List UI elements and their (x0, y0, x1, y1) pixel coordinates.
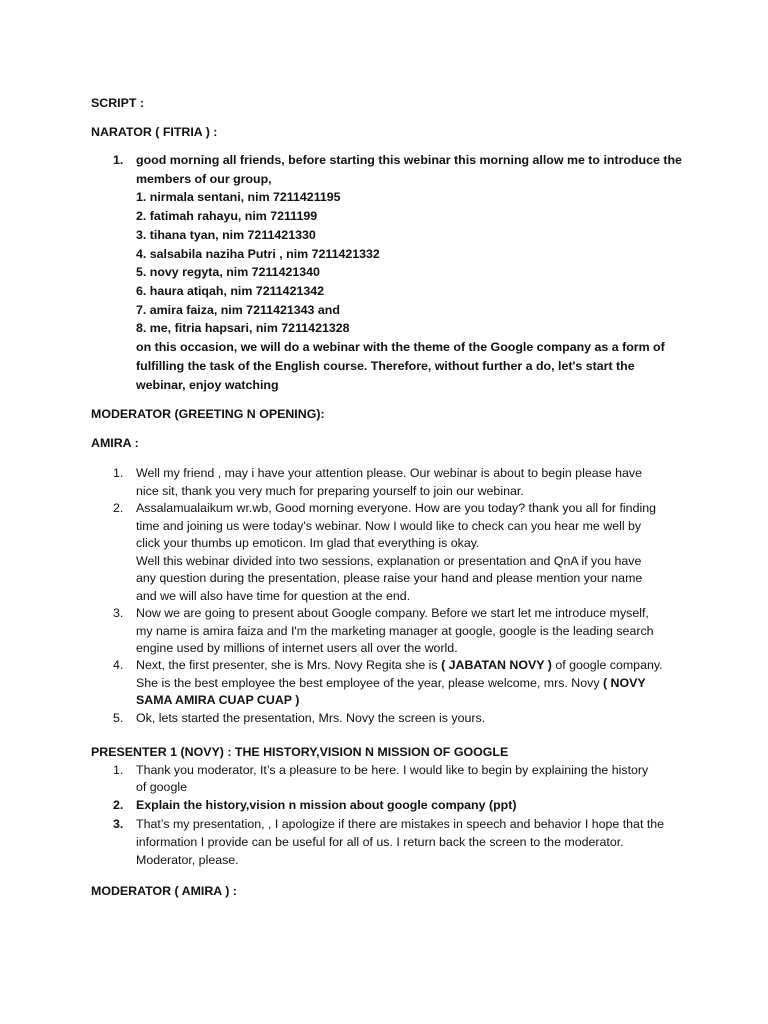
presenter-line: Explain the history,vision n mission about google company (ppt) (136, 798, 517, 812)
member-line: 8. me, fitria hapsari, nim 7211421328 (136, 321, 350, 335)
narrator-line: good morning all friends, before starting this webinar this morning allow me to introduce the (136, 153, 682, 167)
moderator-line: engine used by millions of internet users all over the world. (136, 641, 458, 655)
member-line: 5. novy regyta, nim 7211421340 (136, 265, 320, 279)
narrator-line: members of our group, (136, 172, 272, 186)
list-number: 4. (113, 658, 124, 672)
list-number: 1. (113, 466, 124, 480)
moderator-line: Now we are going to present about Google company. Before we start let me introduce myself, (136, 606, 649, 620)
presenter-line: information I provide can be useful for all of us. I return back the screen to the moderator. (136, 835, 624, 849)
moderator-line: time and joining us were today's webinar. Now I would like to check can you hear me well by (136, 519, 642, 533)
presenter-heading: PRESENTER 1 (NOVY) : THE HISTORY,VISION N MISSION OF GOOGLE (91, 745, 509, 759)
narrator-line: fulfilling the task of the English course. Therefore, without further a do, let's start the (136, 359, 635, 373)
moderator-closing-heading: MODERATOR ( AMIRA ) : (91, 884, 237, 898)
list-number: 3. (113, 817, 124, 831)
list-number: 1. (113, 153, 124, 167)
text-run: She is the best employee the best employee of the year, please welcome, mrs. Novy (136, 676, 603, 690)
narrator-line: on this occasion, we will do a webinar with the theme of the Google company as a form of (136, 340, 665, 354)
moderator-line: my name is amira faiza and I'm the marketing manager at google, google is the leading search (136, 624, 654, 638)
text-run: of google company. (551, 658, 663, 672)
speaker-label: AMIRA : (91, 436, 139, 450)
moderator-line: any question during the presentation, please raise your hand and please mention your name (136, 571, 643, 585)
text-run: Next, the first presenter, she is Mrs. Novy Regita she is (136, 658, 442, 672)
moderator-line: nice sit, thank you very much for preparing yourself to join our webinar. (136, 484, 524, 498)
moderator-line: Well this webinar divided into two sessions, explanation or presentation and QnA if you have (136, 554, 642, 568)
list-number: 3. (113, 606, 124, 620)
bold-run: ( NOVY (602, 676, 646, 690)
member-line: 1. nirmala sentani, nim 7211421195 (136, 190, 341, 204)
presenter-line: That’s my presentation, , I apologize if there are mistakes in speech and behavior I hope that the (136, 817, 665, 831)
moderator-line: Ok, lets started the presentation, Mrs. Novy the screen is yours. (136, 711, 486, 725)
moderator-line: click your thumbs up emoticon. Im glad that everything is okay. (136, 536, 480, 550)
moderator-opening-heading: MODERATOR (GREETING N OPENING): (91, 407, 325, 421)
list-number: 5. (113, 711, 124, 725)
member-line: 7. amira faiza, nim 7211421343 and (136, 303, 340, 317)
presenter-line: Thank you moderator, It’s a pleasure to be here. I would like to begin by explaining the history (136, 763, 649, 777)
narrator-heading: NARATOR ( FITRIA ) : (91, 125, 218, 139)
list-number: 2. (113, 501, 124, 515)
presenter-line: of google (136, 780, 187, 794)
moderator-line: Well my friend , may i have your attention please. Our webinar is about to begin please have (136, 466, 643, 480)
bold-run: ( JABATAN NOVY ) (441, 658, 552, 672)
presenter-line: Moderator, please. (136, 853, 239, 867)
member-line: 3. tihana tyan, nim 7211421330 (136, 228, 316, 242)
moderator-line: SAMA AMIRA CUAP CUAP ) (136, 693, 300, 707)
moderator-line (136, 656, 663, 675)
narrator-line: webinar, enjoy watching (136, 378, 279, 392)
member-line: 6. haura atiqah, nim 7211421342 (136, 284, 325, 298)
moderator-line: and we will also have time for question at the end. (136, 589, 411, 603)
list-number: 1. (113, 763, 124, 777)
member-line: 2. fatimah rahayu, nim 7211199 (136, 209, 318, 223)
script-heading: SCRIPT : (91, 96, 145, 110)
moderator-line (136, 674, 646, 693)
list-number: 2. (113, 798, 124, 812)
member-line: 4. salsabila naziha Putri , nim 7211421332 (136, 247, 380, 261)
moderator-line: Assalamualaikum wr.wb, Good morning everyone. How are you today? thank you all for finding (136, 501, 656, 515)
